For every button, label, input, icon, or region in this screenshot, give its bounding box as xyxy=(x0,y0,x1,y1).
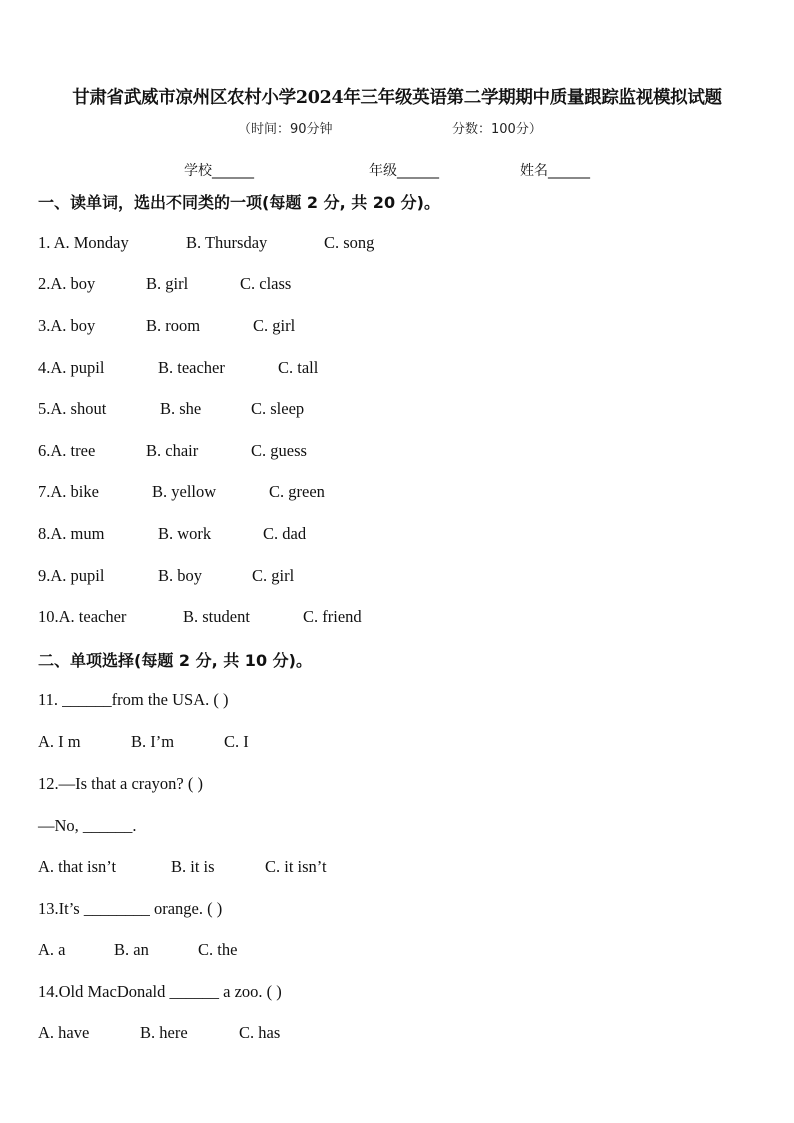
section-2-heading: 二、单项选择(每题 2 分, 共 10 分)。 xyxy=(38,651,312,670)
question-8-option-b: B. work xyxy=(158,524,212,543)
question-9-option-b: B. boy xyxy=(158,566,203,585)
question-2-option-a: 2.A. boy xyxy=(38,274,96,293)
question-14-option-a: A. have xyxy=(38,1023,90,1042)
question-5-option-b: B. she xyxy=(160,399,202,418)
question-9-option-a: 9.A. pupil xyxy=(38,566,105,585)
question-1-option-c: C. song xyxy=(324,233,375,252)
question-4-option-c: C. tall xyxy=(278,358,319,377)
question-1-option-a: 1. A. Monday xyxy=(38,233,129,252)
question-13-option-a: A. a xyxy=(38,940,66,959)
question-5-option-a: 5.A. shout xyxy=(38,399,107,418)
question-12-option-b: B. it is xyxy=(171,857,215,876)
question-14-option-b: B. here xyxy=(140,1023,188,1042)
name-field: 姓名______ xyxy=(520,163,590,179)
question-13-option-b: B. an xyxy=(114,940,149,959)
question-12-stem: 12.—Is that a crayon? ( ) xyxy=(38,774,203,793)
question-6-option-c: C. guess xyxy=(251,441,307,460)
question-1-option-b: B. Thursday xyxy=(186,233,268,252)
question-8-option-c: C. dad xyxy=(263,524,307,543)
question-7-option-b: B. yellow xyxy=(152,482,217,501)
school-field: 学校______ xyxy=(184,163,254,179)
question-8-option-a: 8.A. mum xyxy=(38,524,105,543)
question-13-stem: 13.It’s ________ orange. ( ) xyxy=(38,899,223,918)
question-10-option-b: B. student xyxy=(183,607,250,626)
question-2-option-b: B. girl xyxy=(146,274,189,293)
question-7-option-a: 7.A. bike xyxy=(38,482,99,501)
grade-field: 年级______ xyxy=(369,163,439,179)
question-10-option-c: C. friend xyxy=(303,607,362,626)
question-12-answer-line: —No, ______. xyxy=(38,816,137,835)
question-6-option-a: 6.A. tree xyxy=(38,441,96,460)
question-14-option-c: C. has xyxy=(239,1023,281,1042)
question-5-option-c: C. sleep xyxy=(251,399,305,418)
score-info: 分数：100分） xyxy=(452,122,542,137)
question-12-option-c: C. it isn’t xyxy=(265,857,327,876)
question-11-stem: 11. ______from the USA. ( ) xyxy=(38,690,229,709)
question-9-option-c: C. girl xyxy=(252,566,295,585)
question-11-option-b: B. I’m xyxy=(131,732,175,751)
question-3-option-c: C. girl xyxy=(253,316,296,335)
question-14-stem: 14.Old MacDonald ______ a zoo. ( ) xyxy=(38,982,282,1001)
question-3-option-a: 3.A. boy xyxy=(38,316,96,335)
exam-title: 甘肃省武威市凉州区农村小学2024年三年级英语第二学期期中质量跟踪监视模拟试题 xyxy=(72,88,722,108)
question-10-option-a: 10.A. teacher xyxy=(38,607,127,626)
question-6-option-b: B. chair xyxy=(146,441,199,460)
question-4-option-a: 4.A. pupil xyxy=(38,358,105,377)
question-13-option-c: C. the xyxy=(198,940,238,959)
section-1-heading: 一、读单词，选出不同类的一项(每题 2 分, 共 20 分)。 xyxy=(38,193,440,212)
question-12-option-a: A. that isn’t xyxy=(38,857,117,876)
question-2-option-c: C. class xyxy=(240,274,292,293)
time-info: （时间：90分钟 xyxy=(238,122,333,137)
question-3-option-b: B. room xyxy=(146,316,201,335)
question-7-option-c: C. green xyxy=(269,482,325,501)
question-11-option-a: A. I m xyxy=(38,732,81,751)
question-11-option-c: C. I xyxy=(224,732,249,751)
question-4-option-b: B. teacher xyxy=(158,358,225,377)
